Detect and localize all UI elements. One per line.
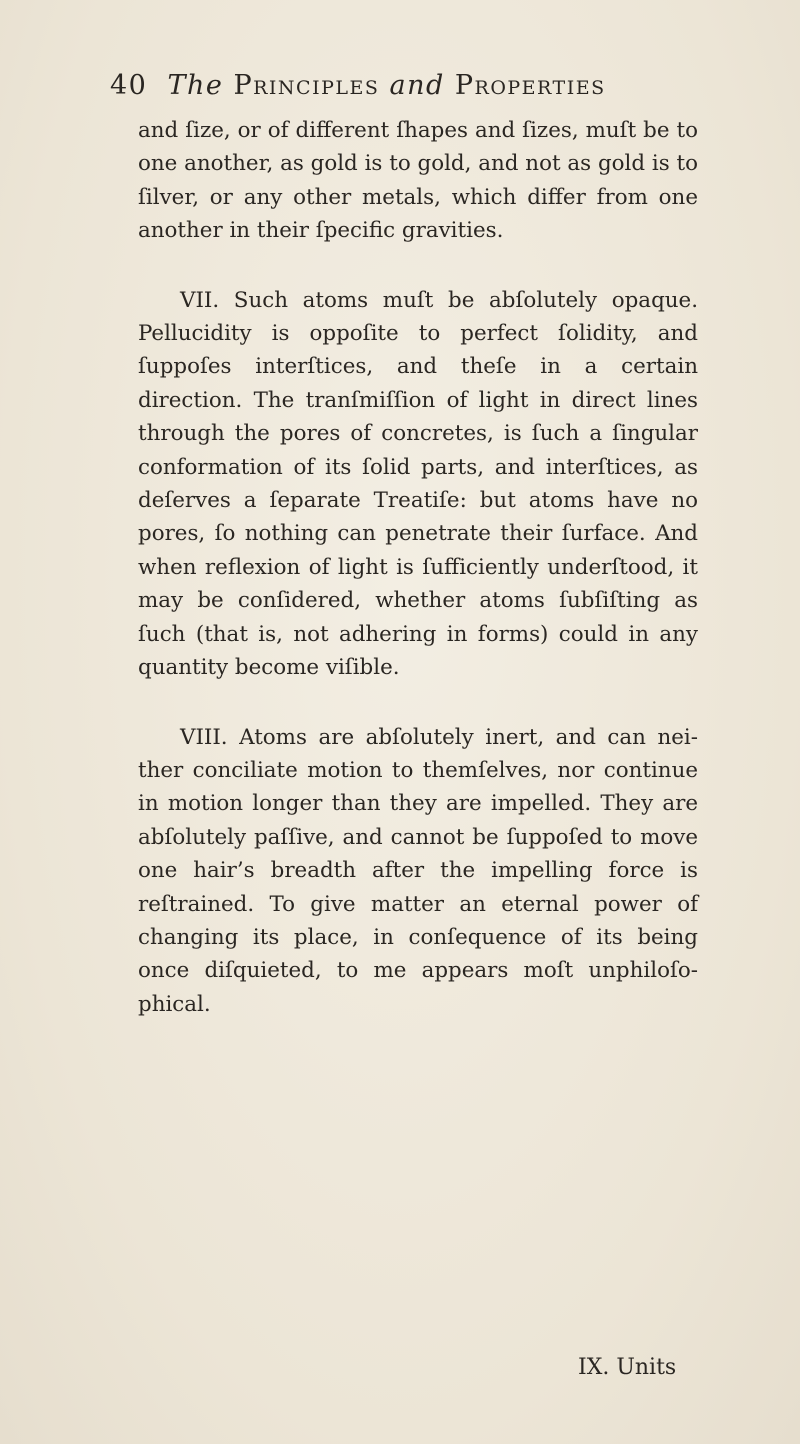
catchword: IX. Units xyxy=(578,1355,677,1380)
running-head-the: The xyxy=(167,70,224,101)
running-head-properties: Properties xyxy=(454,70,606,101)
body-text xyxy=(138,114,698,1021)
running-head xyxy=(110,66,700,106)
page-number: 40 xyxy=(110,70,148,101)
paragraph-continuation: and ſize, or of different ſhapes and ſizes, muſt be to one another, as gold is to gold, and not as gold is to ſilver, or any other metals, which differ from one another in their ſpecific gravities. xyxy=(138,118,698,244)
running-head-principles: Principles xyxy=(233,70,380,101)
paragraph-section-vii: VII. Such atoms muſt be abſolutely opaque. Pellucidity is oppoſite to perfect ſolidity, and ſuppoſes interſtices, and theſe in a certain direction. The tranſmiſſion of light in direct lines through the pores of concretes, is ſuch a ſingular conformation of its ſolid parts, and interſtices, as deſerves a ſeparate Treatiſe: but atoms have no pores, ſo nothing can penetrate their ſurface. And when reflexion of light is ſufficiently underſtood, it may be conſidered, whether atoms ſubſiſting as ſuch (that is, not adhering in forms) could in any quantity become viſible. xyxy=(138,287,698,681)
running-head-and: and xyxy=(389,70,445,101)
paragraph-section-viii: VIII. Atoms are abſolutely inert, and can neither conciliate motion to themſelves, nor continue in motion longer than they are impelled. They are abſolutely paſſive, and cannot be ſuppoſed to move one hair’s breadth after the impelling force is reſtrained. To give matter an eternal power of changing its place, in conſequence of its being once diſquieted, to me appears moſt unphiloſophical. xyxy=(138,724,698,1017)
